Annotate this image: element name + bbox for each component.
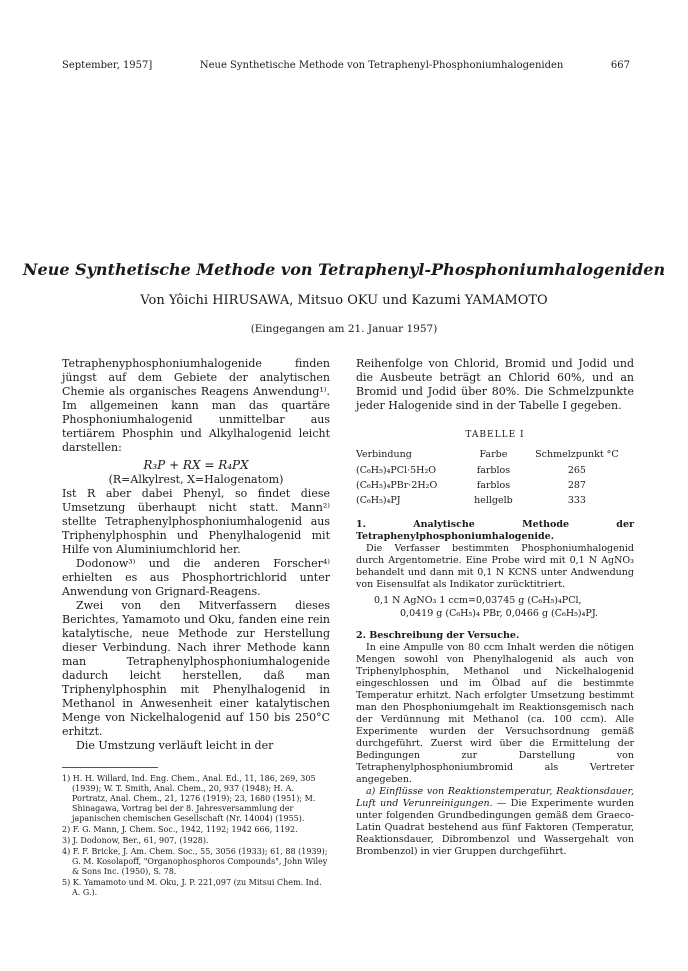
- left-paragraph-2: Ist R aber dabei Phenyl, so findet diese Umsetzung überhaupt nicht statt. Mann²⁾ stellte Tetraphenylphosphoniumhalogenid aus Triphenylphosphin und Phenylhalogenid mit Hilfe von Aluminiumchlorid her.: [62, 487, 330, 556]
- titration-equivalents: [356, 594, 634, 620]
- table-cell: (C₆H₅)₄PBr·2H₂O: [356, 480, 438, 491]
- footnote: 5) K. Yamamoto und M. Oku, J. P. 221,097 (zu Mitsui Chem. Ind. A. G.).: [62, 878, 322, 897]
- footnote: 2) F. G. Mann, J. Chem. Soc., 1942, 1192; 1942 666, 1192.: [62, 825, 298, 834]
- table-cell: farblos: [476, 480, 511, 491]
- left-paragraph-4: Zwei von den Mitverfassern dieses Berichtes, Yamamoto und Oku, fanden eine rein katalytische, neue Methode zur Herstellung dieser Verbindung. Nach ihrer Methode kann man Tetraphenylphosphoniumhalogenide dadurch leicht herstellen, daß man Triphenylphosphin mit Phenylhalogenid in Methanol in Anwesenheit einer katalytischen Menge von Nickelhalogenid auf 150 bis 250°C erhitzt.: [62, 599, 330, 738]
- header-page-number: 667: [610, 60, 630, 71]
- table-cell: hellgelb: [474, 495, 513, 506]
- table-cell: (C₆H₅)₄PJ: [356, 495, 401, 506]
- table-cell: 287: [567, 480, 586, 491]
- equation-note: (R=Alkylrest, X=Halogenatom): [108, 473, 284, 486]
- article-title: Neue Synthetische Methode von Tetraphenyl-Phosphoniumhalogeniden: [22, 260, 666, 279]
- reaction-equation: R₃P + RX = R₄PX: [143, 458, 249, 472]
- equivalent-line-2: 0,0419 g (C₆H₅)₄ PBr, 0,0466 g (C₆H₅)₄PJ.: [400, 608, 598, 619]
- table-header-row: [356, 448, 634, 464]
- section-1-text: Die Verfasser bestimmten Phosphoniumhalogenid durch Argentometrie. Eine Probe wird mit 0,1 N AgNO₃ behandelt und dann mit 0,1 N KCNS unter Andwendung von Eisensulfat als Indikator zurücktitriert.: [356, 543, 634, 590]
- left-paragraph-5: Die Umstzung verläuft leicht in der: [76, 739, 274, 752]
- table-cell: (C₆H₅)₄PCl·5H₂O: [356, 465, 437, 476]
- left-column: [62, 357, 330, 899]
- section-2a-paragraph: [356, 786, 634, 858]
- table-row: [356, 479, 634, 494]
- melting-point-table: [356, 448, 634, 509]
- footnotes: [62, 774, 330, 898]
- right-paragraph-1: Reihenfolge von Chlorid, Bromid und Jodid und die Ausbeute beträgt an Chlorid 60%, und an Bromid und Jodid über 80%. Die Schmelzpunkte jeder Halogenide sind in der Tabelle I gegeben.: [356, 357, 634, 412]
- footnote-rule: [62, 767, 158, 768]
- table-header: Farbe: [479, 449, 508, 460]
- left-paragraph-1: Tetraphenyphosphoniumhalogenide finden jüngst auf dem Gebiete der analytischen Chemie als organisches Reagens Anwendung¹⁾. Im allgemeinen kann man das quartäre Phosphoniumhalogenid unmittelbar aus tertiärem Phosphin und Alkylhalogenid leicht darstellen:: [62, 357, 330, 454]
- footnote: 3) J. Dodonow, Ber., 61, 907, (1928).: [62, 836, 209, 845]
- section-2-title: 2. Beschreibung der Versuche.: [356, 630, 520, 641]
- received-date: (Eingegangen am 21. Januar 1957): [250, 323, 438, 335]
- header-date: September, 1957]: [62, 60, 153, 71]
- section-1-title: 1. Analytische Methode der Tetraphenylphosphoniumhalogenide.: [356, 519, 634, 542]
- table-row: [356, 464, 634, 479]
- right-column: [356, 357, 634, 858]
- equivalent-line-1: 0,1 N AgNO₃ 1 ccm=0,03745 g (C₆H₅)₄PCl,: [374, 595, 582, 606]
- left-paragraph-3: Dodonow³⁾ und die anderen Forscher⁴⁾ erhielten es aus Phosphortrichlorid unter Anwendung von Grignard-Reagens.: [62, 557, 330, 598]
- table-header: Schmelzpunkt °C: [535, 449, 619, 460]
- footnote: 1) H. H. Willard, Ind. Eng. Chem., Anal. Ed., 11, 186, 269, 305 (1939); W. T. Smith, Anal. Chem., 20, 937 (1948); H. A. Portratz, Anal. Chem., 21, 1276 (1919); 23, 1680 (1951); M. Shinagawa, Vortrag bei der 8. Jahresversammlung der japanischen chemischen Gesellschaft (Nr. 14004) (1955).: [62, 774, 316, 823]
- footnote: 4) F. F. Bricke, J. Am. Chem. Soc., 55, 3056 (1933); 61, 88 (1939); G. M. Kosolapoff, "Organophosphoros Compounds", John Wiley & Sons Inc. (1950), S. 78.: [62, 847, 328, 876]
- table-title: TABELLE I: [465, 430, 525, 440]
- section-2a-label: a) Einflüsse von Reaktionstemperatur, Reaktionsdauer, Luft und Verunreinigungen.: [356, 786, 634, 809]
- table-row: [356, 494, 634, 509]
- methods-section: [356, 519, 634, 858]
- section-2-text: In eine Ampulle von 80 ccm Inhalt werden die nötigen Mengen sowohl von Phenylhalogenid als auch von Triphenylphosphin, Methanol und Nickelhalogenid eingeschlossen und im Ölbad auf die bestimmte Temperatur erhitzt. Nach erfolgter Umsetzung bestimmt man den Phosphoniumgehalt im Reaktionsgemisch nach der Verdünnung mit Methanol (ca. 100 ccm). Alle Experimente wurden der Versuchsordnung gemäß durchgeführt. Zuerst wird über die Ermittelung der Bedingungen zur Darstellung von Tetraphenylphosphoniumbromid als Vertreter angegeben.: [356, 642, 634, 785]
- header-running-title: Neue Synthetische Methode von Tetraphenyl-Phosphoniumhalogeniden: [199, 60, 564, 71]
- table-cell: 333: [567, 495, 586, 506]
- table-cell: 265: [567, 465, 586, 476]
- article-authors: Von Yôichi HIRUSAWA, Mitsuo OKU und Kazumi YAMAMOTO: [140, 293, 548, 308]
- running-header: [62, 60, 630, 71]
- table-header: Verbindung: [356, 449, 412, 460]
- section-2a-text: — Die Experimente wurden unter folgenden Grundbedingungen gemäß dem Graeco-Latin Quadrat bestehend aus fünf Faktoren (Temperatur, Reaktionsdauer, Dibrombenzol und Wassergehalt von Brombenzol) in vier Gruppen durchgeführt.: [356, 798, 634, 857]
- table-cell: farblos: [476, 465, 511, 476]
